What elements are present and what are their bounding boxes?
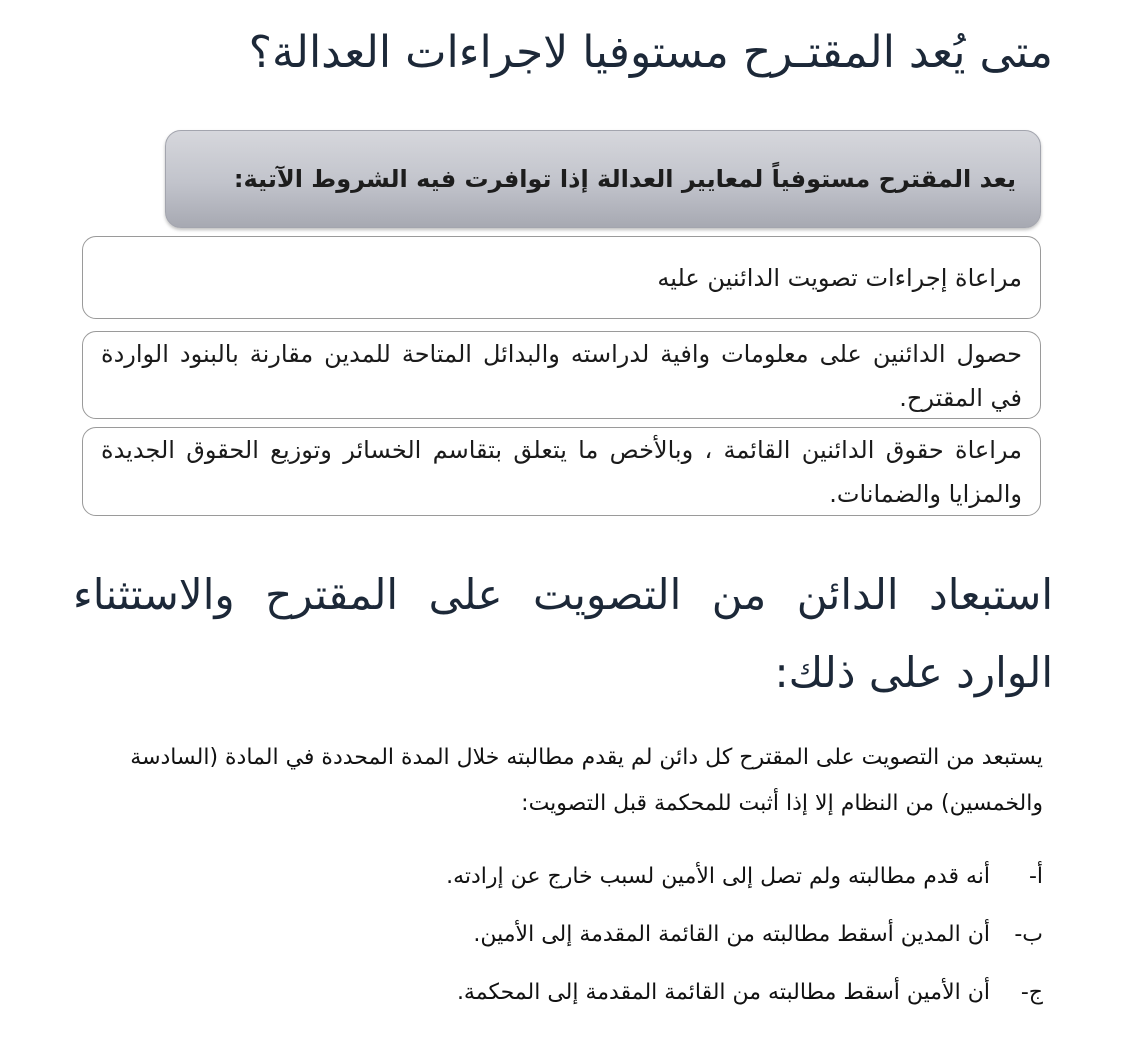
list-item-text: أن الأمين أسقط مطالبته من القائمة المقدمة إلى المحكمة. xyxy=(456,980,990,1005)
conditions-header-text: يعد المقترح مستوفياً لمعايير العدالة إذا توافرت فيه الشروط الآتية: xyxy=(233,165,1016,193)
condition-box-2 xyxy=(82,331,1041,419)
condition-text-1: مراعاة إجراءات تصويت الدائنين عليه xyxy=(657,263,1022,292)
list-item-marker: ج- xyxy=(1020,980,1043,1005)
condition-text-3: مراعاة حقوق الدائنين القائمة ، وبالأخص ما يتعلق بتقاسم الخسائر وتوزيع الحقوق الجديدة والمزايا والضمانات. xyxy=(101,436,1022,508)
page-title: متى يُعد المقتـرح مستوفيا لاجراءات العدالة؟ xyxy=(248,27,1053,78)
list-item xyxy=(143,964,1043,1022)
exclusion-paragraph: يستبعد من التصويت على المقترح كل دائن لم يقدم مطالبته خلال المدة المحددة في المادة (السادسة والخمسين) من النظام إلا إذا أثبت للمحكمة قبل التصويت: xyxy=(130,745,1043,816)
condition-box-3 xyxy=(82,427,1041,516)
list-item-marker: أ- xyxy=(1028,864,1043,889)
list-item-text: أن المدين أسقط مطالبته من القائمة المقدمة إلى الأمين. xyxy=(473,922,990,947)
exception-list xyxy=(143,848,1043,1022)
list-item-marker: ب- xyxy=(1014,922,1043,947)
condition-box-1 xyxy=(82,236,1041,319)
condition-text-2: حصول الدائنين على معلومات وافية لدراسته والبدائل المتاحة للمدين مقارنة بالبنود الواردة في المقترح. xyxy=(101,340,1022,412)
list-item-text: أنه قدم مطالبته ولم تصل إلى الأمين لسبب خارج عن إرادته. xyxy=(446,864,990,889)
section-subtitle: استبعاد الدائن من التصويت على المقترح والاستثناء الوارد على ذلك: xyxy=(73,570,1053,697)
list-item xyxy=(143,848,1043,906)
list-item xyxy=(143,906,1043,964)
conditions-header-box xyxy=(165,130,1041,228)
